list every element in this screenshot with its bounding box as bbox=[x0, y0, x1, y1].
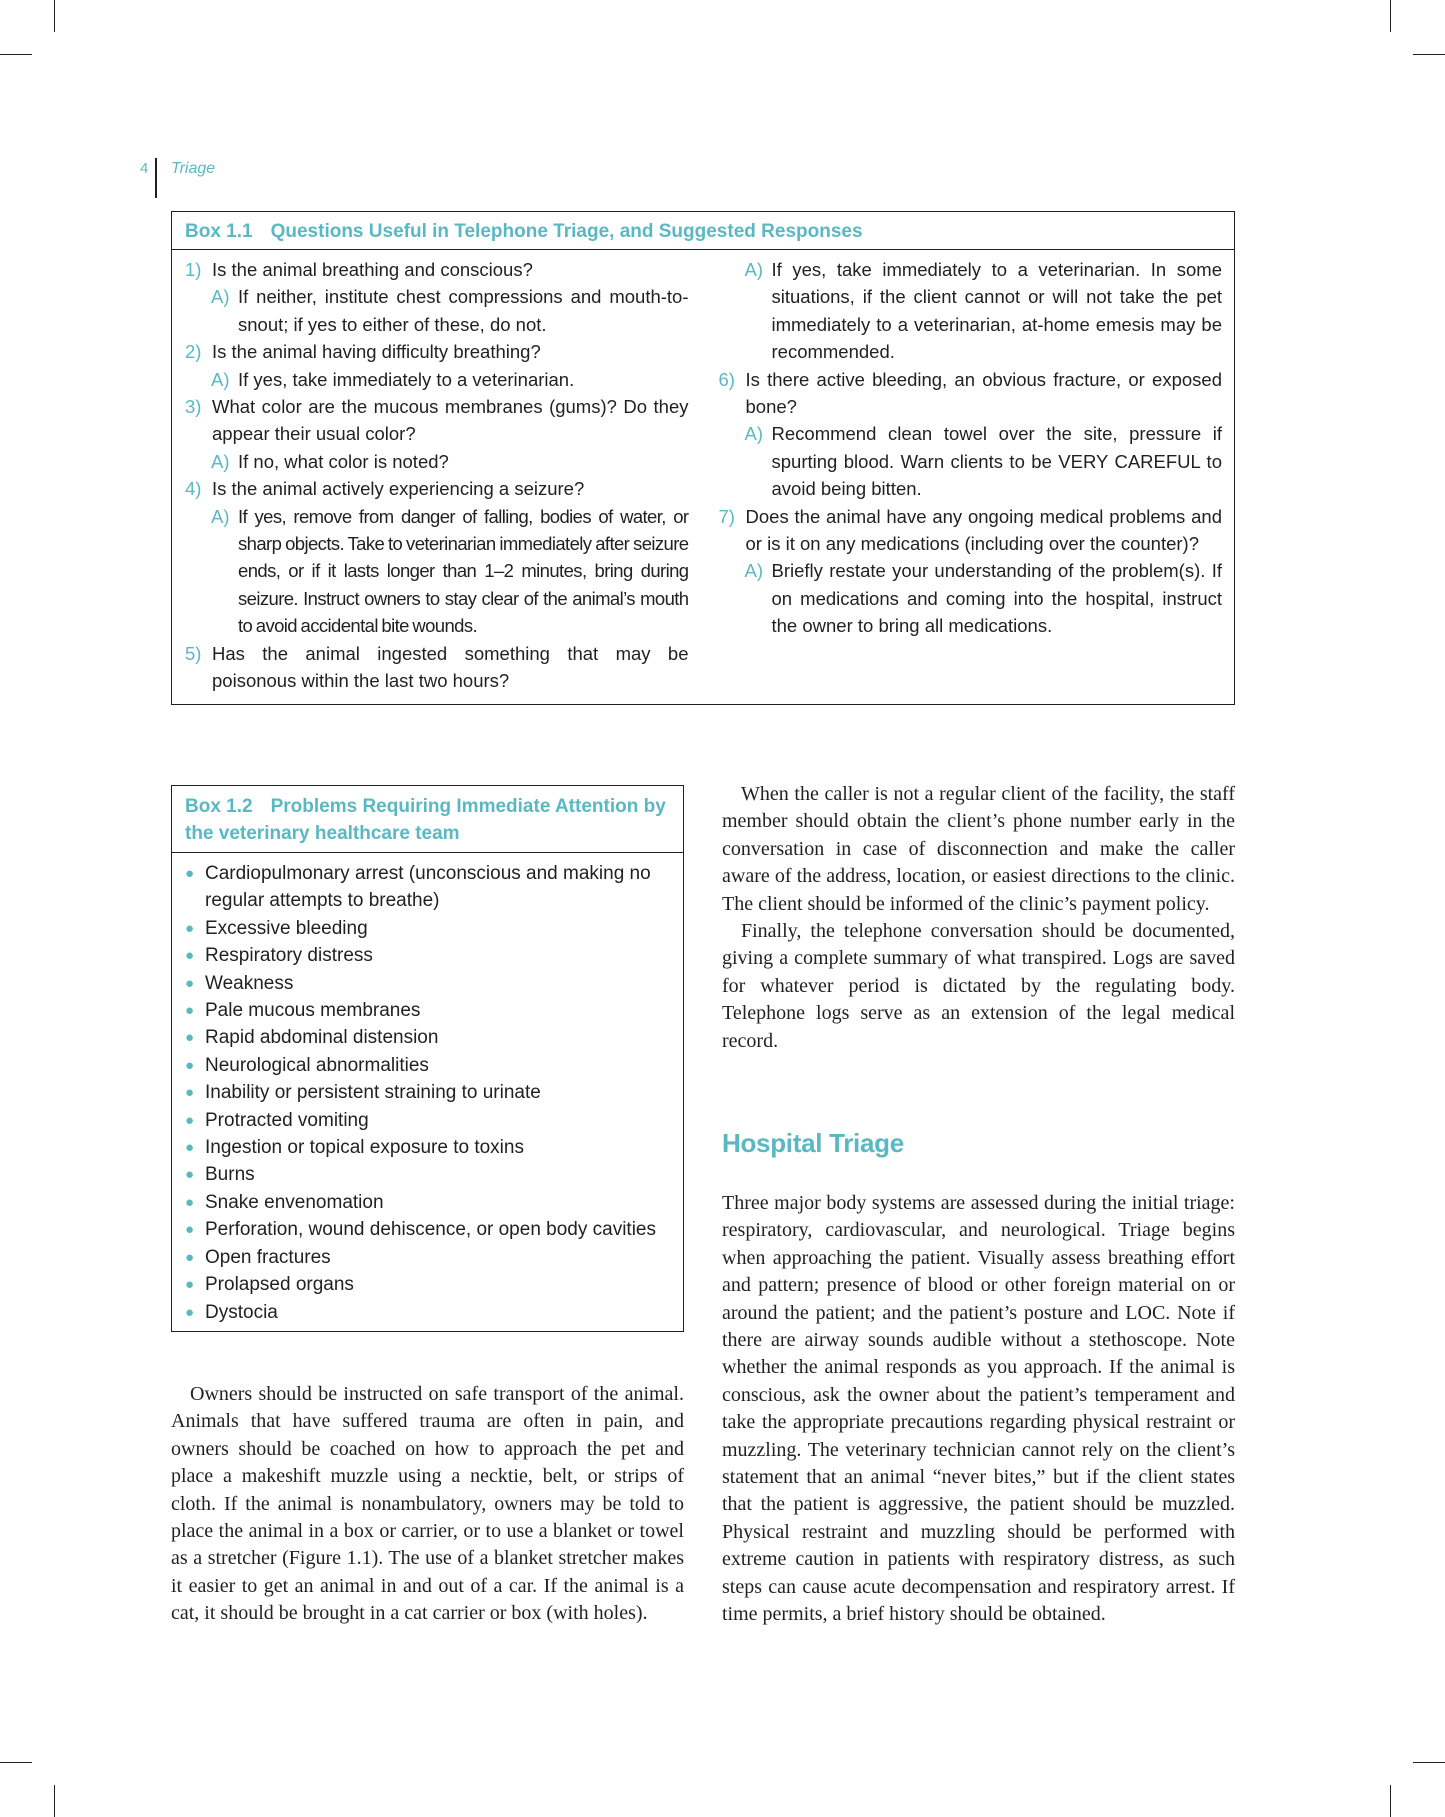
crop-mark bbox=[1413, 1762, 1445, 1763]
item-text: Has the animal ingested something that may be poisonous within the last two hours? bbox=[212, 642, 689, 692]
bullet-icon: ● bbox=[185, 919, 195, 937]
list-item-text: Neurological abnormalities bbox=[205, 1054, 429, 1076]
question-item bbox=[185, 338, 689, 365]
list-item-text: Respiratory distress bbox=[205, 945, 373, 967]
page-number: 4 bbox=[140, 160, 149, 177]
list-item-text: Inability or persistent straining to urinate bbox=[205, 1082, 541, 1104]
box-column-left bbox=[185, 256, 719, 695]
list-item bbox=[185, 915, 671, 942]
box-telephone-triage-questions bbox=[171, 211, 1235, 705]
item-text: Does the animal have any ongoing medical problems and or is it on any medications (including over the counter)? bbox=[745, 505, 1222, 555]
bullet-icon: ● bbox=[185, 865, 195, 882]
item-number: A) bbox=[211, 505, 230, 527]
list-item bbox=[185, 1024, 671, 1051]
list-item bbox=[185, 970, 671, 997]
list-item bbox=[185, 1216, 671, 1243]
question-item bbox=[185, 393, 689, 448]
item-text: If yes, take immediately to a veterinarian. In some situations, if the client cannot or will not take the pet immediately to a veterinarian, at-home emesis may be recommended. bbox=[771, 259, 1222, 363]
list-item-text: Cardiopulmonary arrest (unconscious and making no regular attempts to breathe) bbox=[205, 863, 651, 912]
box-heading bbox=[172, 212, 1234, 250]
bullet-icon: ● bbox=[185, 1248, 195, 1266]
question-item bbox=[719, 503, 1223, 558]
list-item bbox=[185, 860, 671, 915]
answer-item bbox=[719, 420, 1223, 502]
item-number: A) bbox=[744, 423, 763, 445]
bullet-icon: ● bbox=[185, 1002, 195, 1020]
item-text: If yes, take immediately to a veterinarian. bbox=[238, 368, 575, 390]
item-text: If no, what color is noted? bbox=[238, 450, 449, 472]
item-text: Is the animal having difficulty breathing? bbox=[212, 341, 541, 363]
item-number: 3) bbox=[185, 396, 202, 418]
bullet-icon: ● bbox=[185, 1276, 195, 1294]
box-label: Box 1.1 bbox=[185, 221, 253, 242]
item-text: Briefly restate your understanding of the problem(s). If on medications and coming into the hospital, instruct the owner to bring all medications. bbox=[771, 560, 1222, 637]
item-number: A) bbox=[744, 560, 763, 582]
box-label: Box 1.2 bbox=[185, 796, 253, 817]
list-item bbox=[185, 1161, 671, 1188]
list-item-text: Weakness bbox=[205, 972, 294, 994]
list-item-text: Burns bbox=[205, 1164, 255, 1186]
body-text-left bbox=[171, 1381, 684, 1628]
crop-mark bbox=[54, 1785, 55, 1817]
list-item-text: Excessive bleeding bbox=[205, 917, 368, 939]
list-item-text: Pale mucous membranes bbox=[205, 1000, 421, 1022]
question-item bbox=[185, 256, 689, 283]
bullet-icon: ● bbox=[185, 947, 195, 965]
item-number: A) bbox=[744, 259, 763, 280]
item-text: Is the animal actively experiencing a seizure? bbox=[212, 478, 585, 500]
list-item bbox=[185, 1189, 671, 1216]
bullet-icon: ● bbox=[185, 1139, 195, 1157]
box-column-right bbox=[719, 256, 1223, 695]
item-text: If yes, remove from danger of falling, bodies of water, or sharp objects. Take to veterinarian immediately after seizure ends, or if it lasts longer than 1–2 minutes, bring during seizure. Instruct owners to stay clear of the animal’s mouth to avoid accidental bite wounds. bbox=[238, 505, 689, 637]
section-heading: Hospital Triage bbox=[722, 1128, 904, 1158]
bullet-icon: ● bbox=[185, 1193, 195, 1211]
body-text-right bbox=[722, 781, 1235, 1055]
list-item-text: Perforation, wound dehiscence, or open body cavities bbox=[205, 1219, 656, 1241]
item-text: Recommend clean towel over the site, pressure if spurting blood. Warn clients to be VERY CAREFUL to avoid being bitten. bbox=[771, 423, 1222, 500]
item-number: 5) bbox=[185, 642, 202, 664]
answer-item bbox=[185, 366, 689, 393]
question-item bbox=[185, 475, 689, 502]
answer-item bbox=[719, 256, 1223, 366]
paragraph: Finally, the telephone conversation should be documented, giving a complete summary of what transpired. Logs are saved for whatever period is dictated by the regulating body. Telephone logs serve as an extension of the legal medical record. bbox=[722, 920, 1235, 1052]
list-item-text: Snake envenomation bbox=[205, 1191, 384, 1213]
running-head-rule bbox=[155, 158, 157, 198]
body-text-hospital-triage bbox=[722, 1190, 1235, 1629]
crop-mark bbox=[1413, 54, 1445, 55]
list-item-text: Open fractures bbox=[205, 1246, 331, 1268]
answer-item bbox=[719, 557, 1223, 639]
item-number: 7) bbox=[718, 505, 735, 527]
item-text: If neither, institute chest compressions and mouth-to-snout; if yes to either of these, do not. bbox=[238, 286, 689, 335]
item-number: 1) bbox=[185, 259, 202, 280]
bullet-icon: ● bbox=[185, 1084, 195, 1102]
list-item-text: Ingestion or topical exposure to toxins bbox=[205, 1137, 524, 1159]
crop-mark bbox=[1390, 0, 1391, 32]
item-number: 2) bbox=[185, 341, 202, 363]
bullet-icon: ● bbox=[185, 1221, 195, 1239]
list-item bbox=[185, 1052, 671, 1079]
question-item bbox=[185, 640, 689, 695]
item-number: 4) bbox=[185, 478, 202, 500]
bullet-icon: ● bbox=[185, 974, 195, 992]
bullet-icon: ● bbox=[185, 1056, 195, 1074]
bullet-icon: ● bbox=[185, 1029, 195, 1047]
box-title: Questions Useful in Telephone Triage, and Suggested Responses bbox=[270, 221, 863, 242]
list-item bbox=[185, 1107, 671, 1134]
crop-mark bbox=[0, 54, 32, 55]
list-item bbox=[185, 997, 671, 1024]
paragraph: Owners should be instructed on safe transport of the animal. Animals that have suffered trauma are often in pain, and owners should be coached on how to approach the pet and place a makeshift muzzle using a necktie, belt, or strips of cloth. If the animal is nonambulatory, owners may be told to place the animal in a box or carrier, or to use a blanket or towel as a stretcher (Figure 1.1). The use of a blanket stretcher makes it easier to get an animal in and out of a car. If the animal is a cat, it should be brought in a cat carrier or box (with holes). bbox=[171, 1383, 684, 1625]
item-text: Is the animal breathing and conscious? bbox=[212, 259, 533, 280]
answer-item bbox=[185, 448, 689, 475]
list-item bbox=[185, 1079, 671, 1106]
answer-item bbox=[185, 283, 689, 338]
list-item bbox=[185, 1299, 671, 1326]
item-number: A) bbox=[211, 368, 230, 390]
list-item bbox=[185, 1271, 671, 1298]
crop-mark bbox=[54, 0, 55, 32]
paragraph: Three major body systems are assessed during the initial triage: respiratory, cardiovascular, and neurological. Triage begins when approaching the patient. Visually assess breathing effort and pattern; presence of blood or other foreign material on or around the patient; and the patient’s posture and LOC. Note if there are airway sounds audible without a stethoscope. Note whether the animal responds as you approach. If the animal is conscious, ask the owner about the patient’s temperament and take the appropriate precautions regarding physical restraint or muzzling. The veterinary technician cannot rely on the client’s statement that an animal “never bites,” but if the client states that the patient is aggressive, the patient should be muzzled. Physical restraint and muzzling should be performed with extreme caution in patients with respiratory distress, as such steps can cause acute decompensation and respiratory arrest. If time permits, a brief history should be obtained. bbox=[722, 1192, 1235, 1626]
item-number: 6) bbox=[718, 368, 735, 390]
item-text: Is there active bleeding, an obvious fracture, or exposed bone? bbox=[745, 368, 1222, 418]
list-item-text: Rapid abdominal distension bbox=[205, 1027, 439, 1049]
item-number: A) bbox=[211, 450, 230, 472]
list-item bbox=[185, 1134, 671, 1161]
crop-mark bbox=[0, 1762, 32, 1763]
list-item-text: Dystocia bbox=[205, 1301, 278, 1323]
box-immediate-attention-problems bbox=[171, 785, 684, 1332]
list-item bbox=[185, 942, 671, 969]
crop-mark bbox=[1390, 1785, 1391, 1817]
item-number: A) bbox=[211, 286, 230, 308]
running-title: Triage bbox=[171, 160, 216, 177]
list-item-text: Protracted vomiting bbox=[205, 1109, 369, 1131]
answer-item bbox=[185, 503, 689, 640]
bullet-icon: ● bbox=[185, 1111, 195, 1129]
problem-list bbox=[172, 853, 683, 1326]
box-title: Problems Requiring Immediate Attention by the veterinary healthcare team bbox=[185, 796, 666, 844]
paragraph: When the caller is not a regular client of the facility, the staff member should obtain the client’s phone number early in the conversation in case of disconnection and make the caller aware of the address, location, or easiest directions to the clinic. The client should be informed of the clinic’s payment policy. bbox=[722, 783, 1235, 915]
question-item bbox=[719, 366, 1223, 421]
list-item bbox=[185, 1244, 671, 1271]
box-heading bbox=[172, 786, 683, 853]
item-text: What color are the mucous membranes (gums)? Do they appear their usual color? bbox=[212, 396, 689, 445]
list-item-text: Prolapsed organs bbox=[205, 1274, 354, 1296]
bullet-icon: ● bbox=[185, 1303, 195, 1321]
bullet-icon: ● bbox=[185, 1166, 195, 1184]
